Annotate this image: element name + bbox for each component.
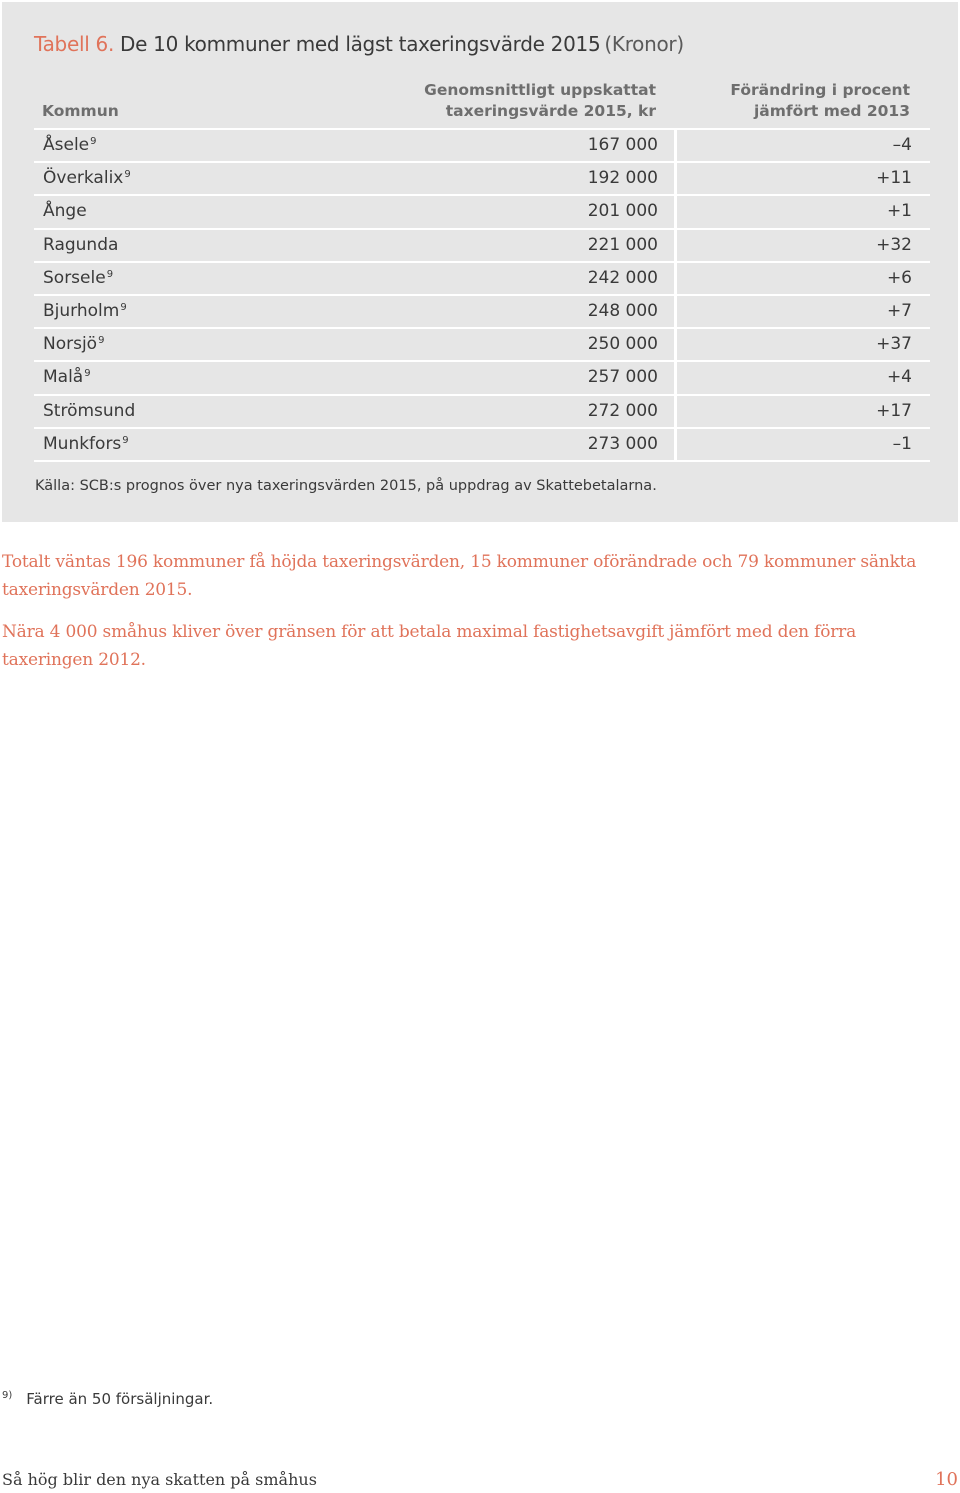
column-header-change [730,80,910,122]
row-change: +32 [876,234,912,255]
table-row [34,230,930,263]
footer-title: Så hög blir den nya skatten på småhus [2,1470,317,1489]
row-kommun: Åsele$^9$ [43,135,97,155]
row-kommun: Norsjö$^9$ [43,334,105,355]
column-header-value-line2: taxeringsvärde 2015, kr [445,102,656,120]
column-header-change-line2: jämfört med 2013 [753,102,910,120]
table-panel [2,2,958,522]
table-title [34,32,684,56]
row-kommun: Strömsund [43,400,136,421]
row-change: +17 [876,400,912,421]
row-change: –4 [892,135,912,155]
row-value: 167 000 [587,135,658,155]
table-row [34,329,930,362]
row-value: 248 000 [587,300,658,321]
row-kommun: Munkfors$^9$ [43,433,129,454]
table-body [34,130,930,462]
footnote-ref: 9 [106,268,114,280]
table-label: Tabell 6. [34,32,115,56]
footnote-mark: 9) [2,1390,13,1401]
row-change: –1 [892,433,912,454]
footnote-ref: 9 [90,136,97,147]
row-value: 242 000 [587,267,658,288]
row-change: +4 [886,367,912,388]
footnote-text: Färre än 50 försäljningar. [26,1390,214,1408]
row-kommun: Sorsele$^9$ [43,267,114,288]
footnote-ref: 9 [122,434,129,446]
table-row [34,296,930,329]
row-value: 192 000 [587,168,658,189]
table-row [34,196,930,229]
column-header-value [424,80,656,122]
row-change: +7 [886,300,912,321]
column-header-change-line1: Förändring i procent [730,81,910,99]
row-change: +1 [886,201,912,222]
table-heading: De 10 kommuner med lägst taxeringsvärde 2015 [120,32,601,56]
row-value: 221 000 [587,234,658,255]
table-unit: (Kronor) [604,32,684,56]
table-row [34,130,930,163]
table-source: Källa: SCB:s prognos över nya taxeringsvärden 2015, på uppdrag av Skattebetalarna. [35,478,657,494]
row-kommun: Överkalix$^9$ [43,168,131,189]
row-kommun: Ragunda [43,234,119,255]
row-kommun: Bjurholm$^9$ [43,300,127,321]
row-value: 201 000 [587,201,658,222]
row-change: +6 [886,267,912,288]
table-row [34,263,930,296]
row-change: +11 [876,168,912,189]
page-number: 10 [935,1469,958,1490]
row-kommun: Malå$^9$ [43,367,91,388]
column-header-value-line1: Genomsnittligt uppskattat [424,81,656,99]
footnote-ref: 9 [124,169,131,181]
table-row [34,163,930,196]
table-row [34,429,930,462]
row-value: 250 000 [587,334,658,355]
footnote-ref: 9 [84,368,91,380]
highlight-paragraph: Nära 4 000 småhus kliver över gränsen för att betala maximal fastighetsavgift jämfört med den förra taxeringen 2012. [2,622,857,670]
row-kommun: Ånge [43,201,87,222]
table-row [34,396,930,429]
row-value: 272 000 [587,400,658,421]
table-row [34,362,930,395]
footnote-ref: 9 [120,301,127,313]
column-header-kommun: Kommun [42,102,119,120]
footnote [2,1390,213,1408]
footnote-ref: 9 [98,335,105,347]
highlight-paragraph: Totalt väntas 196 kommuner få höjda taxeringsvärden, 15 kommuner oförändrade och 79 kommuner sänkta taxeringsvärden 2015. [2,552,917,600]
row-value: 273 000 [587,433,658,454]
row-change: +37 [876,334,912,355]
row-value: 257 000 [587,367,658,388]
